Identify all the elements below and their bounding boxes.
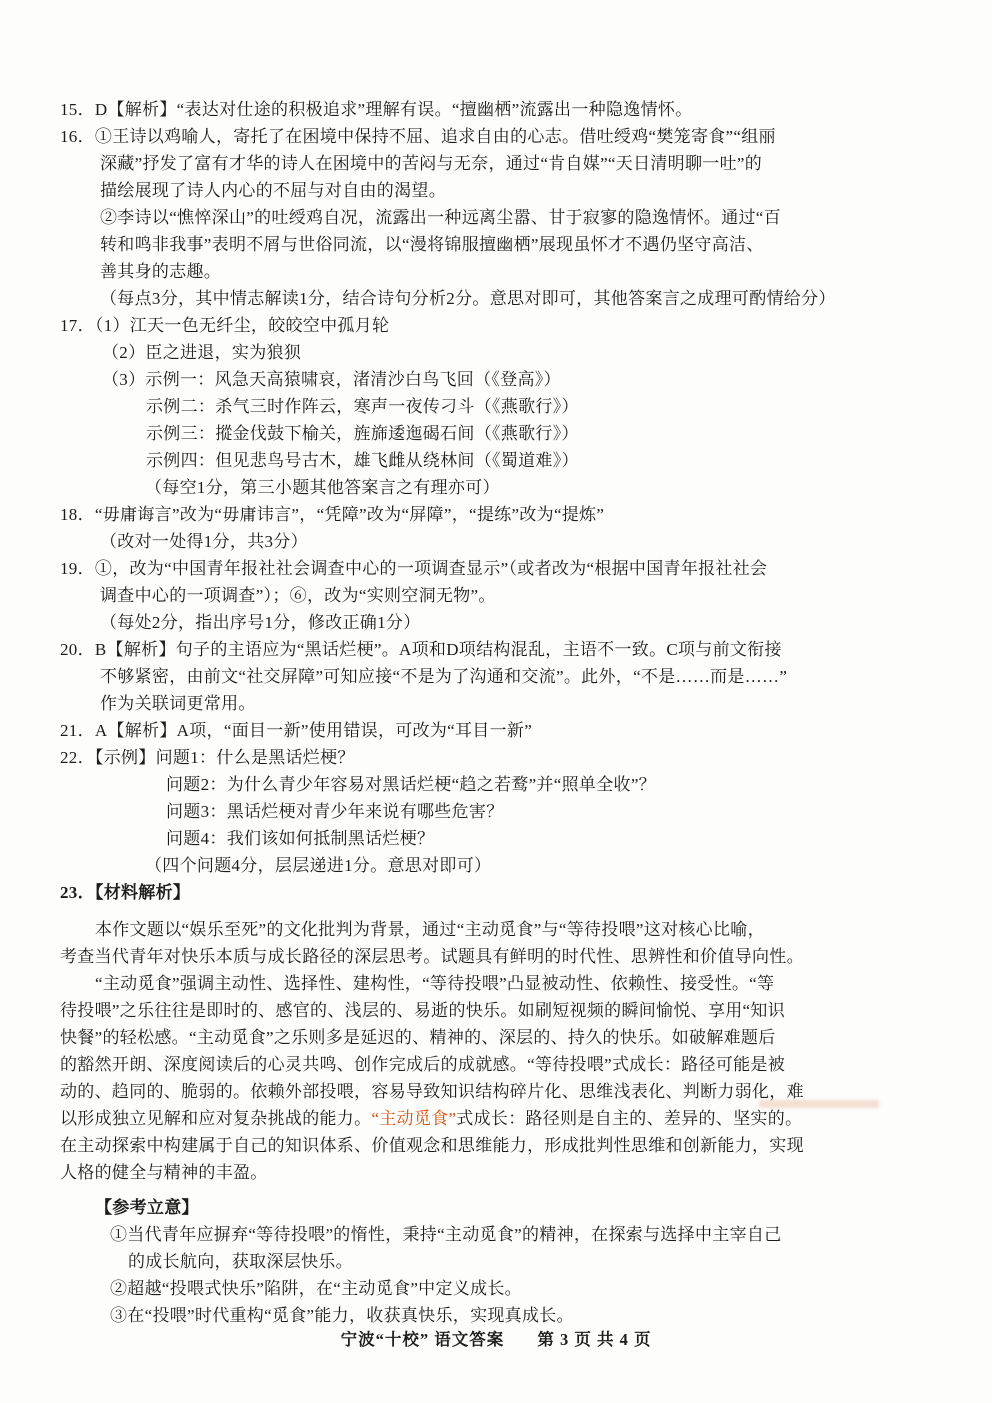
answer-line-20: 20．B【解析】句子的主语应为“黑话烂梗”。A项和D项结构混乱，主语不一致。C项与前文衔接	[60, 640, 782, 659]
answer-line-20-cont: 作为关联词更常用。	[100, 694, 256, 713]
essay-analysis-line: 动的、趋同的、脆弱的。依赖外部投喂，容易导致知识结构碎片化、思维浅表化、判断力弱化，难	[60, 1082, 804, 1101]
scoring-note-17: （每空1分，第三小题其他答案言之有理亦可）	[145, 478, 500, 497]
essay-analysis-text: 以形成独立见解和应对复杂挑战的能力。	[60, 1109, 372, 1128]
answer-line-16-cont: 描绘展现了诗人内心的不屈与对自由的渴望。	[100, 181, 446, 200]
scoring-note-16: （每点3分，其中情志解读1分，结合诗句分析2分。意思对即可，其他答案言之成理可酌情给分）	[100, 289, 836, 308]
answer-content	[60, 96, 940, 1329]
essay-analysis-line: 快餐”的轻松感。“主动觅食”之乐则多是延迟的、精神的、深层的、持久的快乐。如破解难题后	[60, 1028, 776, 1047]
answer-line-20-cont: 不够紧密，由前文“社交屏障”可知应接“不是为了沟通和交流”。此外，“不是……而是……”	[100, 667, 788, 686]
answer-line-22-q3: 问题3：黑话烂梗对青少年来说有哪些危害？	[166, 802, 504, 821]
reference-idea-2: ②超越“投喂式快乐”陷阱，在“主动觅食”中定义成长。	[110, 1279, 522, 1298]
footer-title: 宁波“十校” 语文答案	[340, 1330, 505, 1349]
answer-line-21: 21．A【解析】A项，“面目一新”使用错误，可改为“耳目一新”	[60, 721, 533, 740]
answer-line-16-2: ②李诗以“憔悴深山”的吐绶鸡自况，流露出一种远离尘嚣、甘于寂寥的隐逸情怀。通过“百	[100, 208, 781, 227]
answer-line-16-cont: 深藏”抒发了富有才华的诗人在困境中的苦闷与无奈，通过“肯自媒”“天日清明聊一吐”的	[100, 154, 763, 173]
essay-analysis-line: 本作文题以“娱乐至死”的文化批判为背景，通过“主动觅食”与“等待投喂”这对核心比喻，	[95, 920, 765, 939]
scoring-note-22: （四个问题4分，层层递进1分。意思对即可）	[145, 856, 492, 875]
answer-line-22-q2: 问题2：为什么青少年容易对黑话烂梗“趋之若鹜”并“照单全收”？	[166, 775, 656, 794]
answer-line-17-ex4: 示例四：但见悲鸟号古木，雄飞雌从绕林间（《蜀道难》）	[146, 451, 579, 470]
watermark-highlight: “主动觅食”	[371, 1109, 456, 1128]
answer-line-18: 18．“毋庸诲言”改为“毋庸讳言”，“凭障”改为“屏障”，“提练”改为“提炼”	[60, 505, 605, 524]
reference-idea-1: ①当代青年应摒弃“等待投喂”的惰性，秉持“主动觅食”的精神，在探索与选择中主宰自己	[110, 1225, 782, 1244]
answer-line-22-q4: 问题4：我们该如何抵制黑话烂梗？	[166, 829, 435, 848]
scoring-note-18: （改对一处得1分，共3分）	[100, 532, 308, 551]
answer-line-15: 15．D【解析】“表达对仕途的积极追求”理解有误。“擅幽栖”流露出一种隐逸情怀。	[60, 100, 693, 119]
answer-line-16-1: 16．①王诗以鸡喻人，寄托了在困境中保持不屈、追求自由的心志。借吐绶鸡“樊笼寄食”“组丽	[60, 127, 776, 146]
answer-line-19-cont: 调查中心的一项调查”）；⑥，改为“实则空洞无物”。	[100, 586, 496, 605]
reference-idea-1-cont: 的成长航向，获取深层快乐。	[128, 1252, 353, 1271]
answer-line-17-ex2: 示例二：杀气三时作阵云，寒声一夜传刁斗（《燕歌行》）	[146, 397, 579, 416]
answer-line-17-1: 17．（1）江天一色无纤尘，皎皎空中孤月轮	[60, 316, 390, 335]
page-footer	[0, 1326, 992, 1350]
essay-analysis-line: 在主动探索中构建属于自己的知识体系、价值观念和思维能力，形成批判性思维和创新能力，实现	[60, 1136, 804, 1155]
reference-idea-3: ③在“投喂”时代重构“觅食”能力，收获真快乐，实现真成长。	[110, 1306, 574, 1325]
answer-line-17-ex3: 示例三：摐金伐鼓下榆关，旌旆逶迤碣石间（《燕歌行》）	[146, 424, 579, 443]
essay-analysis-line-watermarked	[60, 1105, 940, 1132]
reference-ideas-heading: 【参考立意】	[95, 1198, 199, 1217]
essay-analysis-line: 人格的健全与精神的丰盈。	[60, 1163, 268, 1182]
essay-analysis-line: 待投喂”之乐往往是即时的、感官的、浅层的、易逝的快乐。如刷短视频的瞬间愉悦、享用“知识	[60, 1001, 785, 1020]
answer-line-19: 19．①，改为“中国青年报社社会调查中心的一项调查显示”（或者改为“根据中国青年报社社会	[60, 559, 768, 578]
answer-line-17-3: （3）示例一：风急天高猿啸哀，渚清沙白鸟飞回（《登高》）	[102, 370, 561, 389]
answer-line-17-2: （2）臣之进退，实为狼狈	[102, 343, 302, 362]
essay-analysis-text: 式成长：路径则是自主的、差异的、坚实的。	[456, 1109, 803, 1128]
answer-line-16-cont: 善其身的志趣。	[100, 262, 222, 281]
answer-line-22-q1: 22．【示例】问题1：什么是黑话烂梗？	[60, 748, 355, 767]
essay-analysis-line: “主动觅食”强调主动性、选择性、建构性，“等待投喂”凸显被动性、依赖性、接受性。“等	[95, 974, 775, 993]
answer-line-16-cont: 转和鸣非我事”表明不屑与世俗同流，以“漫将锦服擅幽栖”展现虽怀才不遇仍坚守高洁、	[100, 235, 764, 254]
section-heading-23: 23．【材料解析】	[60, 883, 191, 902]
scoring-note-19: （每处2分，指出序号1分，修改正确1分）	[100, 613, 421, 632]
essay-analysis-line: 考查当代青年对快乐本质与成长路径的深层思考。试题具有鲜明的时代性、思辨性和价值导向性。	[60, 947, 804, 966]
footer-page-number: 第 3 页 共 4 页	[537, 1330, 652, 1349]
essay-analysis-line: 的豁然开朗、深度阅读后的心灵共鸣、创作完成后的成就感。“等待投喂”式成长：路径可能是被	[60, 1055, 785, 1074]
